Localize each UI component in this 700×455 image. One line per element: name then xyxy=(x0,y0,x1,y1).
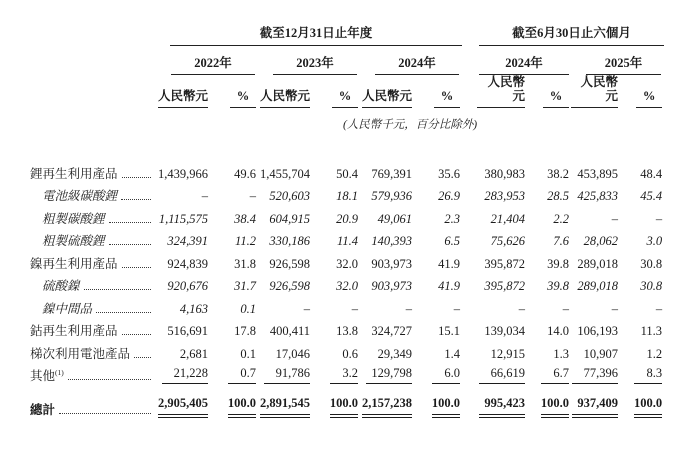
year-2022: 2022年 xyxy=(171,56,255,75)
value-rmb: 75,626 xyxy=(490,234,526,249)
value-rmb: 920,676 xyxy=(167,279,208,294)
value-pct: 41.9 xyxy=(438,256,461,271)
value-pct: – xyxy=(249,189,256,204)
value-rmb: 21,404 xyxy=(490,211,526,226)
dot-leader xyxy=(59,413,151,414)
value-rmb: 1,455,704 xyxy=(260,166,310,181)
value-pct: 11.4 xyxy=(337,234,358,249)
value-rmb: 903,973 xyxy=(371,279,412,294)
value-rmb: 330,186 xyxy=(269,234,310,249)
value-pct: 45.4 xyxy=(640,189,663,204)
value-pct: 39.8 xyxy=(547,256,570,271)
dot-leader xyxy=(96,312,151,313)
value-rmb: 395,872 xyxy=(484,256,526,271)
value-pct: 1.2 xyxy=(646,346,663,361)
year-2024-h1: 2024年 xyxy=(479,56,569,75)
value-pct: 3.0 xyxy=(646,234,663,249)
value-pct: – xyxy=(453,301,461,316)
value-rmb: 324,391 xyxy=(167,234,208,249)
value-rmb: 453,895 xyxy=(577,166,619,181)
value-pct: 0.7 xyxy=(218,361,258,384)
value-rmb: 12,915 xyxy=(490,346,526,361)
dot-leader xyxy=(122,177,151,178)
value-pct: 32.0 xyxy=(336,256,358,271)
col-header-rmb: 人民幣元 xyxy=(571,75,618,108)
value-pct: 0.1 xyxy=(240,301,256,316)
value-rmb: 2,157,238 xyxy=(360,384,422,418)
dot-leader xyxy=(121,199,151,200)
dot-leader xyxy=(122,334,151,335)
value-pct: 100.0 xyxy=(628,384,664,418)
row-label: 鎳再生利用產品 xyxy=(30,249,156,272)
value-rmb: 995,423 xyxy=(477,384,535,418)
value-pct: 38.2 xyxy=(547,166,570,181)
value-pct: 38.4 xyxy=(234,211,256,226)
table-row xyxy=(30,316,664,339)
table-row xyxy=(30,159,664,182)
year-2024: 2024年 xyxy=(375,56,459,75)
value-pct: 11.3 xyxy=(640,324,663,339)
dot-leader xyxy=(109,222,151,223)
value-pct: 100.0 xyxy=(320,384,360,418)
value-pct: – xyxy=(655,211,663,226)
dot-leader xyxy=(109,244,151,245)
value-pct: 100.0 xyxy=(422,384,462,418)
value-rmb: – xyxy=(611,301,619,316)
table-row xyxy=(30,339,664,362)
value-rmb: 283,953 xyxy=(484,189,526,204)
value-rmb: 106,193 xyxy=(577,324,619,339)
col-header-pct: % xyxy=(543,89,569,107)
value-pct: 15.1 xyxy=(438,324,461,339)
col-header-rmb: 人民幣元 xyxy=(158,89,208,107)
dot-leader xyxy=(68,379,151,380)
units-note: (人民幣千元，百分比除外) xyxy=(342,118,478,131)
value-pct: 0.6 xyxy=(342,346,358,361)
year-2025-h1: 2025年 xyxy=(586,56,661,75)
value-pct: 48.4 xyxy=(640,166,663,181)
year-2023: 2023年 xyxy=(273,56,357,75)
table-row xyxy=(30,204,664,227)
value-pct: 1.4 xyxy=(444,346,461,361)
value-rmb: 2,905,405 xyxy=(156,384,218,418)
row-label: 鈷再生利用產品 xyxy=(30,316,156,339)
table-row xyxy=(30,181,664,204)
value-pct: 100.0 xyxy=(218,384,258,418)
value-rmb: – xyxy=(303,301,310,316)
spacer-row xyxy=(30,132,664,159)
value-pct: 39.8 xyxy=(547,279,570,294)
table-row xyxy=(30,271,664,294)
value-rmb: 769,391 xyxy=(371,166,412,181)
value-rmb: 520,603 xyxy=(269,189,310,204)
value-pct: 32.0 xyxy=(336,279,358,294)
value-pct: 49.6 xyxy=(234,166,256,181)
value-pct: – xyxy=(562,301,570,316)
table-row xyxy=(30,249,664,272)
dot-leader xyxy=(134,357,151,358)
value-rmb: 17,046 xyxy=(275,346,310,361)
value-rmb: 140,393 xyxy=(371,234,412,249)
value-pct: 30.8 xyxy=(640,279,663,294)
col-header-rmb: 人民幣元 xyxy=(362,89,412,107)
value-rmb: 29,349 xyxy=(377,346,412,361)
row-label: 粗製硫酸鋰 xyxy=(30,226,156,249)
value-pct: 41.9 xyxy=(438,279,461,294)
row-label: 硫酸鎳 xyxy=(30,271,156,294)
value-pct: 13.8 xyxy=(336,324,358,339)
value-pct: – xyxy=(655,301,663,316)
value-rmb: 926,598 xyxy=(269,256,310,271)
value-rmb: 2,891,545 xyxy=(258,384,320,418)
value-rmb: – xyxy=(611,211,619,226)
value-pct: 28.5 xyxy=(547,189,570,204)
value-pct: 31.7 xyxy=(234,279,256,294)
dot-leader xyxy=(84,289,151,290)
value-pct: 20.9 xyxy=(336,211,358,226)
value-rmb: 77,396 xyxy=(571,361,628,384)
value-rmb: 924,839 xyxy=(167,256,208,271)
value-rmb: – xyxy=(201,189,208,204)
col-header-pct: % xyxy=(434,89,460,107)
value-pct: 11.2 xyxy=(235,234,256,249)
value-rmb: 324,727 xyxy=(371,324,412,339)
table-body xyxy=(30,159,664,418)
period-group-annual: 截至12月31日止年度 xyxy=(170,26,462,46)
table-row xyxy=(30,226,664,249)
value-pct: 35.6 xyxy=(438,166,461,181)
col-header-rmb: 人民幣元 xyxy=(477,75,525,108)
value-rmb: 1,115,575 xyxy=(158,211,208,226)
total-row xyxy=(30,384,664,418)
value-pct: 7.6 xyxy=(553,234,570,249)
value-pct: 6.7 xyxy=(535,361,571,384)
units-note-row xyxy=(30,108,664,132)
year-header-row xyxy=(30,46,664,75)
table-row xyxy=(30,294,664,317)
value-pct: 0.1 xyxy=(240,346,256,361)
value-rmb: 28,062 xyxy=(583,234,619,249)
financial-table xyxy=(30,22,664,418)
value-rmb: 516,691 xyxy=(167,324,208,339)
col-header-pct: % xyxy=(636,89,662,107)
value-rmb: – xyxy=(518,301,526,316)
row-label: 總計 xyxy=(30,384,156,418)
value-rmb: 2,681 xyxy=(179,346,208,361)
value-rmb: 926,598 xyxy=(269,279,310,294)
dot-leader xyxy=(122,267,151,268)
column-header-row xyxy=(30,75,664,108)
value-pct: 18.1 xyxy=(336,189,358,204)
value-rmb: 10,907 xyxy=(583,346,619,361)
value-rmb: 66,619 xyxy=(477,361,535,384)
value-pct: 6.5 xyxy=(444,234,461,249)
value-pct: 14.0 xyxy=(547,324,570,339)
value-pct: 31.8 xyxy=(234,256,256,271)
value-rmb: 129,798 xyxy=(360,361,422,384)
col-header-rmb: 人民幣元 xyxy=(260,89,310,107)
value-rmb: 91,786 xyxy=(258,361,320,384)
value-pct: 17.8 xyxy=(234,324,256,339)
value-pct: 26.9 xyxy=(438,189,461,204)
value-rmb: 425,833 xyxy=(577,189,619,204)
value-pct: 8.3 xyxy=(628,361,664,384)
footnote-ref: (1) xyxy=(55,368,64,378)
value-rmb: 604,915 xyxy=(269,211,310,226)
table-row xyxy=(30,361,664,384)
value-pct: 3.2 xyxy=(320,361,360,384)
value-pct: 2.3 xyxy=(444,211,461,226)
value-rmb: 139,034 xyxy=(484,324,526,339)
value-rmb: 400,411 xyxy=(269,324,310,339)
col-header-pct: % xyxy=(332,89,358,107)
value-rmb: 903,973 xyxy=(371,256,412,271)
value-rmb: 4,163 xyxy=(179,301,208,316)
value-rmb: 21,228 xyxy=(156,361,218,384)
value-rmb: 49,061 xyxy=(377,211,412,226)
row-label: 鎳中間品 xyxy=(30,294,156,317)
col-header-pct: % xyxy=(230,89,256,107)
row-label: 其他$^{(1)}$ xyxy=(30,361,156,384)
value-rmb: 579,936 xyxy=(371,189,412,204)
value-pct: 2.2 xyxy=(553,211,570,226)
row-label: 梯次利用電池產品 xyxy=(30,339,156,362)
period-group-interim: 截至6月30日止六個月 xyxy=(479,26,664,46)
value-pct: – xyxy=(351,301,358,316)
value-pct: 6.0 xyxy=(422,361,462,384)
value-rmb: 289,018 xyxy=(577,256,619,271)
value-rmb: 380,983 xyxy=(484,166,526,181)
row-label: 電池級碳酸鋰 xyxy=(30,181,156,204)
value-pct: 100.0 xyxy=(535,384,571,418)
row-label: 鋰再生利用產品 xyxy=(30,159,156,182)
value-rmb: 395,872 xyxy=(484,279,526,294)
value-rmb: – xyxy=(405,301,412,316)
value-rmb: 289,018 xyxy=(577,279,619,294)
value-rmb: 1,439,966 xyxy=(158,166,208,181)
value-rmb: 937,409 xyxy=(571,384,628,418)
value-pct: 30.8 xyxy=(640,256,663,271)
row-label: 粗製碳酸鋰 xyxy=(30,204,156,227)
value-pct: 1.3 xyxy=(553,346,570,361)
value-pct: 50.4 xyxy=(336,166,358,181)
period-group-header-row xyxy=(30,22,664,46)
